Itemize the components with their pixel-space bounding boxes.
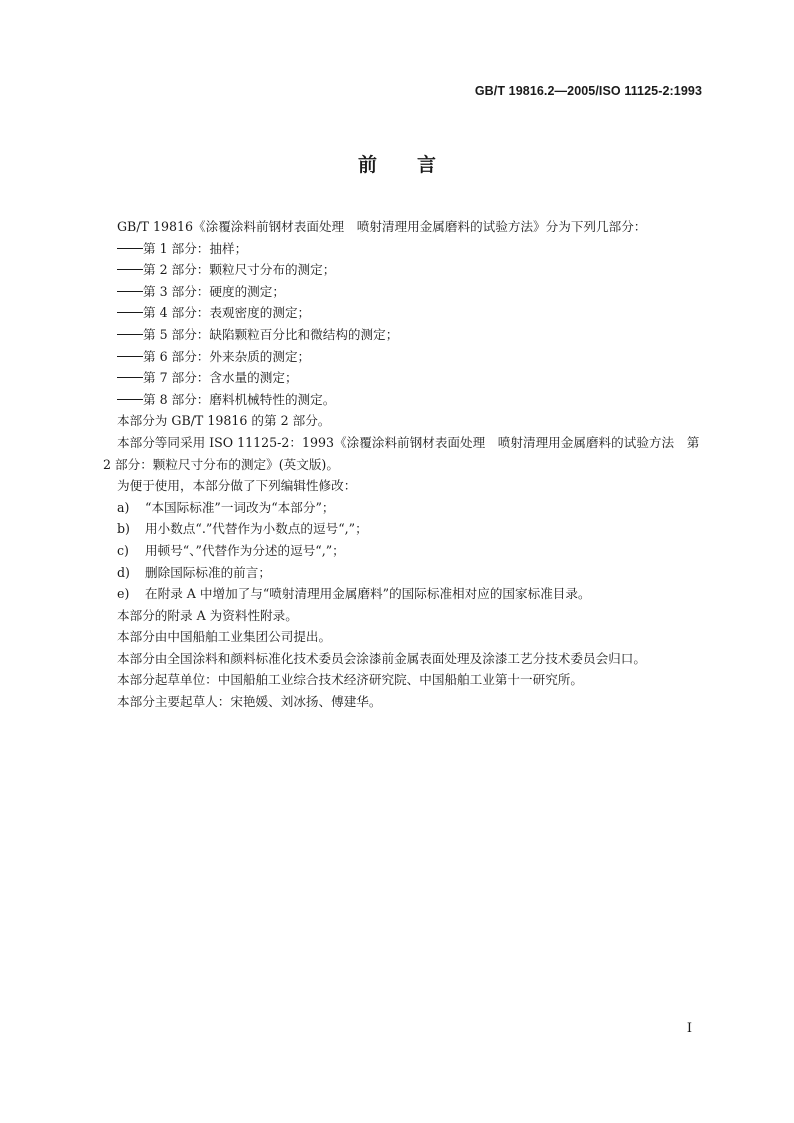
drafters-paragraph: 本部分主要起草人：宋艳媛、刘冰扬、傅建华。 — [117, 694, 382, 710]
part-list-item: 第 3 部分：硬度的测定； — [103, 281, 705, 303]
part-list-item: 第 6 部分：外来杂质的测定； — [103, 346, 705, 368]
page-title: 前言 — [357, 154, 476, 176]
committee-paragraph: 本部分由全国涂料和颜料标准化技术委员会涂漆前金属表面处理及涂漆工艺分技术委员会归口。 — [117, 650, 646, 666]
dash-mark — [117, 243, 143, 254]
part-list-item: 第 2 部分：颗粒尺寸分布的测定； — [103, 259, 705, 281]
proposer-paragraph: 本部分由中国船舶工业集团公司提出。 — [117, 629, 332, 645]
foreword-body — [103, 216, 705, 713]
dash-mark — [117, 372, 143, 383]
edit-list-item: c) 用顿号“、”代替作为分述的逗号“,”； — [103, 540, 705, 562]
annex-paragraph: 本部分的附录 A 为资料性附录。 — [117, 607, 298, 623]
standard-code-header: GB/T 19816.2—2005/ISO 11125-2:1993 — [474, 84, 702, 98]
edit-item-letter: a) — [117, 499, 130, 515]
dash-mark — [117, 351, 143, 362]
edit-item-letter: b) — [117, 521, 130, 537]
part-list-item: 第 7 部分：含水量的测定； — [103, 367, 705, 389]
dash-mark — [117, 307, 143, 318]
part-list-item: 第 4 部分：表观密度的测定； — [103, 302, 705, 324]
edits-intro-paragraph: 为便于使用，本部分做了下列编辑性修改： — [117, 478, 357, 494]
part-list-item: 第 8 部分：磨料机械特性的测定。 — [103, 389, 705, 411]
edit-item-letter: e) — [117, 586, 130, 602]
edit-list-item: d) 删除国际标准的前言； — [103, 562, 705, 584]
edit-list-item: e) 在附录 A 中增加了与“喷射清理用金属磨料”的国际标准相对应的国家标准目录。 — [103, 583, 705, 605]
part-list-item: 第 5 部分：缺陷颗粒百分比和微结构的测定； — [103, 324, 705, 346]
edit-item-letter: c) — [117, 542, 129, 558]
page-number: I — [686, 1021, 692, 1036]
dash-mark — [117, 394, 143, 405]
this-part-paragraph: 本部分为 GB/T 19816 的第 2 部分。 — [117, 413, 331, 429]
edit-list-item: b) 用小数点“.”代替作为小数点的逗号“,”； — [103, 518, 705, 540]
edit-list-item: a) “本国际标准”一词改为“本部分”； — [103, 497, 705, 519]
part-list-item: 第 1 部分：抽样； — [103, 238, 705, 260]
dash-mark — [117, 286, 143, 297]
drafting-units-paragraph: 本部分起草单位：中国船舶工业综合技术经济研究院、中国船舶工业第十一研究所。 — [117, 672, 583, 688]
dash-mark — [117, 264, 143, 275]
adoption-paragraph: 本部分等同采用 ISO 11125-2：1993《涂覆涂料前钢材表面处理 喷射清理用金属磨料的试验方法 第 2 部分：颗粒尺寸分布的测定》(英文版)。 — [103, 434, 700, 472]
edit-item-letter: d) — [117, 564, 130, 580]
dash-mark — [117, 329, 143, 340]
intro-paragraph: GB/T 19816《涂覆涂料前钢材表面处理 喷射清理用金属磨料的试验方法》分为下列几部分： — [117, 219, 647, 234]
